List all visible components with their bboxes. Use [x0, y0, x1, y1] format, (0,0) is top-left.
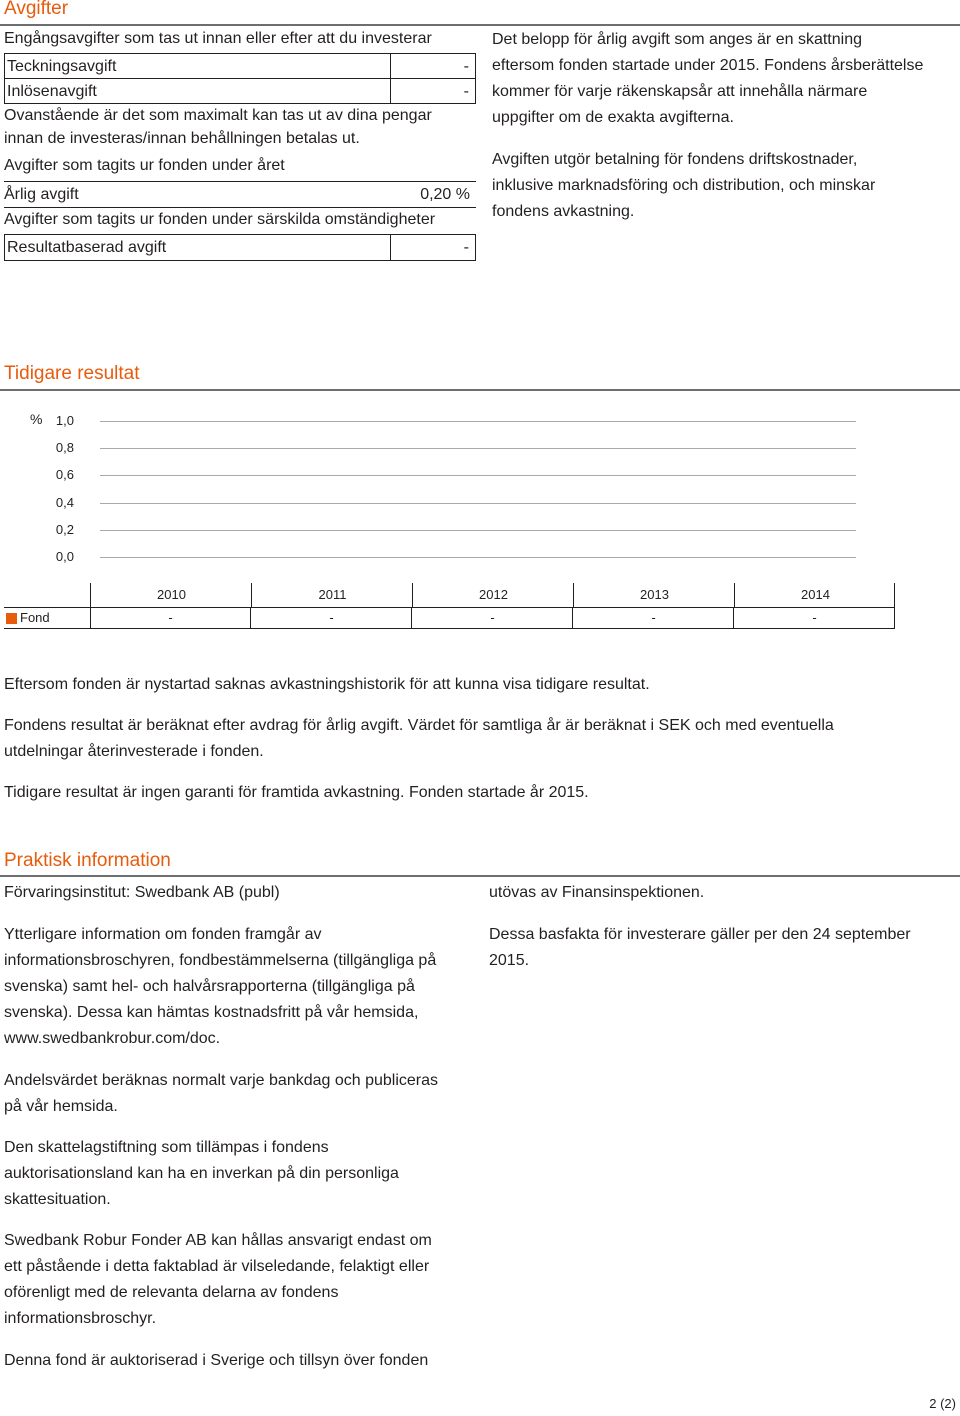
y-tick-label: 0,4	[55, 495, 74, 510]
text-line: Ytterligare information om fonden framgår av	[4, 926, 322, 943]
website-link[interactable]: www.swedbankrobur.com/doc.	[4, 1030, 221, 1047]
text-line: oförenligt med de relevanta delarna av fondens	[4, 1284, 339, 1301]
text-line: eftersom fonden startade under 2015. Fondens årsberättelse	[492, 57, 924, 74]
calculation-note	[4, 713, 834, 765]
gridline	[100, 503, 856, 504]
text-line: utdelningar återinvesterade i fonden.	[4, 743, 264, 760]
gridline	[100, 475, 856, 476]
legend-swatch-fond	[6, 613, 17, 624]
guarantee-note: Tidigare resultat är ingen garanti för framtida avkastning. Fonden startade år 2015.	[4, 784, 589, 801]
text-line: inklusive marknadsföring och distribution, och minskar	[492, 177, 876, 194]
tax-info	[4, 1135, 399, 1213]
text-line: Fondens resultat är beräknat efter avdrag för årlig avgift. Värdet för samtliga år är beräknat i SEK och med eventuella	[4, 717, 834, 734]
text-line: fondens avkastning.	[492, 203, 635, 220]
year-label: 2012	[479, 587, 508, 602]
text-line: på vår hemsida.	[4, 1098, 118, 1115]
year-label: 2010	[157, 587, 186, 602]
gridline	[100, 557, 856, 558]
fee-value: -	[463, 83, 469, 100]
special-fees-heading: Avgifter som tagits ur fonden under särskilda omständigheter	[4, 211, 436, 228]
page-number: 2 (2)	[929, 1396, 956, 1411]
chart-data-row-fond	[4, 607, 895, 629]
text-line: svenska) samt hel- och halvårsrapporterna (tillgängliga på	[4, 978, 415, 995]
text-line: 2015.	[489, 952, 530, 969]
text-line: skattesituation.	[4, 1191, 111, 1208]
text-line: Swedbank Robur Fonder AB kan hållas ansvarigt endast om	[4, 1232, 432, 1249]
year-label: 2014	[801, 587, 830, 602]
text-line: utövas av Finansinspektionen.	[489, 884, 705, 901]
text-line: informationsbroschyren, fondbestämmelserna (tillgängliga på	[4, 952, 437, 969]
fee-label: Resultatbaserad avgift	[7, 239, 167, 256]
further-info	[4, 922, 436, 1052]
gridline	[100, 530, 856, 531]
fee-note-line: innan de investeras/innan behållningen betalas ut.	[4, 130, 360, 147]
text-line: Dessa basfakta för investerare gäller per den 24 september	[489, 926, 911, 943]
validity-info	[489, 922, 911, 974]
yearly-fees-heading: Avgifter som tagits ur fonden under året	[4, 157, 285, 174]
fee-label: Årlig avgift	[4, 186, 79, 203]
fee-label: Inlösenavgift	[7, 83, 97, 100]
text-line: informationsbroschyr.	[4, 1310, 157, 1327]
fee-label: Teckningsavgift	[7, 58, 117, 75]
legend-label-fond: Fond	[20, 610, 50, 625]
text-line: Avgiften utgör betalning för fondens driftskostnader,	[492, 151, 858, 168]
text-line: Förvaringsinstitut: Swedbank AB (publ)	[4, 884, 280, 901]
data-cell: -	[651, 610, 656, 625]
gridline	[100, 421, 856, 422]
text-line: ett påstående i detta faktablad är vilseledande, felaktigt eller	[4, 1258, 430, 1275]
text-line: kommer för varje räkenskapsår att innehålla närmare	[492, 83, 868, 100]
text-line: svenska). Dessa kan hämtas kostnadsfritt på vår hemsida,	[4, 1004, 419, 1021]
text-line: Denna fond är auktoriserad i Sverige och tillsyn över fonden	[4, 1352, 429, 1369]
fee-value: -	[463, 58, 469, 75]
authorisation-info	[4, 1348, 428, 1374]
y-tick-label: 0,0	[55, 549, 74, 564]
text-line: auktorisationsland kan ha en inverkan på din personliga	[4, 1165, 399, 1182]
section-title-praktisk: Praktisk information	[4, 850, 171, 871]
depositary-info	[4, 880, 280, 906]
section-title-avgifter: Avgifter	[4, 0, 69, 19]
text-line: Andelsvärdet beräknas normalt varje bankdag och publiceras	[4, 1072, 439, 1089]
chart-year-header	[90, 583, 895, 607]
fee-note-line: Ovanstående är det som maximalt kan tas ut av dina pengar	[4, 107, 432, 124]
y-tick-label: 0,2	[55, 522, 74, 537]
text-line: Den skattelagstiftning som tillämpas i fondens	[4, 1139, 329, 1156]
y-tick-label: 0,8	[55, 440, 74, 455]
data-cell: -	[168, 610, 173, 625]
data-cell: -	[329, 610, 334, 625]
history-note: Eftersom fonden är nystartad saknas avkastningshistorik för att kunna visa tidigare resultat.	[4, 676, 650, 693]
performance-chart	[0, 0, 960, 640]
section-title-tidigare-resultat: Tidigare resultat	[4, 363, 140, 384]
year-label: 2013	[640, 587, 669, 602]
y-tick-label: 0,6	[55, 467, 74, 482]
y-tick-label: 1,0	[55, 413, 74, 428]
year-label: 2011	[318, 587, 347, 602]
gridline	[100, 448, 856, 449]
liability-info	[4, 1228, 432, 1332]
entry-fees-heading: Engångsavgifter som tas ut innan eller efter att du investerar	[4, 30, 432, 47]
fee-value: -	[463, 239, 469, 256]
fee-value: 0,20 %	[420, 186, 470, 203]
text-line: uppgifter om de exakta avgifterna.	[492, 109, 734, 126]
text-line: Det belopp för årlig avgift som anges är en skattning	[492, 31, 862, 48]
data-cell: -	[490, 610, 495, 625]
section-rule-praktisk	[0, 875, 960, 877]
nav-info	[4, 1068, 438, 1120]
data-cell: -	[812, 610, 817, 625]
supervision-info	[489, 880, 704, 906]
chart-unit-label: %	[30, 411, 43, 427]
